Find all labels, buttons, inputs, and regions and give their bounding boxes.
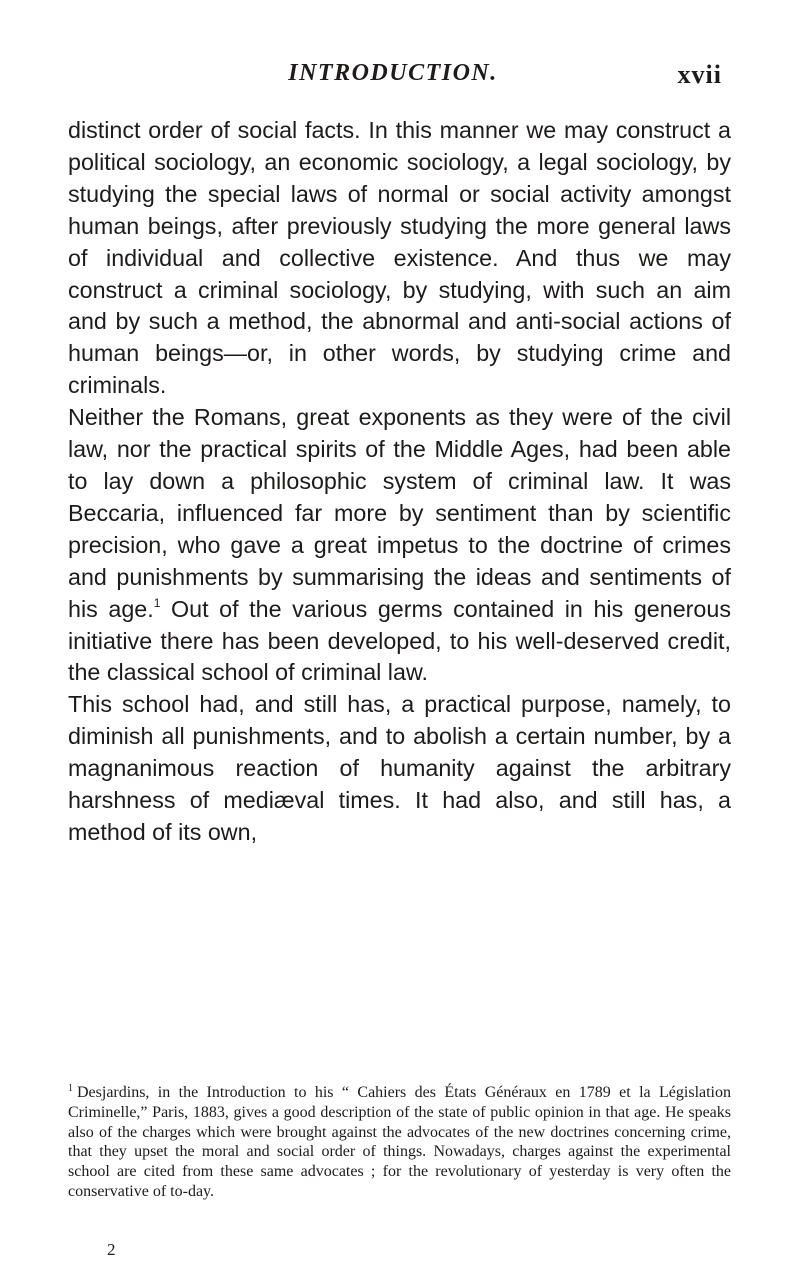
signature-mark: 2 <box>107 1240 116 1259</box>
paragraph-2-continuation: Out of the various germs contained in his generous initiative there has been developed, to his well-deserved credit, the classical school of criminal law. <box>68 595 731 686</box>
footnotes <box>68 1083 731 1202</box>
paragraph-2 <box>68 402 731 689</box>
running-title: INTRODUCTION. <box>288 60 498 86</box>
footnote-1 <box>68 1083 731 1202</box>
paragraph-3: This school had, and still has, a practical purpose, namely, to diminish all punishments, and to abolish a certain number, by a magnanimous reaction of humanity against the arbitrary harshness of mediæval times. It had also, and still has, a method of its own, <box>68 691 731 845</box>
paragraph-1: distinct order of social facts. In this manner we may construct a political sociology, an economic sociology, a legal sociology, by studying the special laws of normal or social activity amongst human beings, after previously studying the more general laws of individual and collective existence. And thus we may construct a criminal sociology, by studying, with such an aim and by such a method, the abnormal and anti-social actions of human beings—or, in other words, by studying crime and criminals. <box>68 117 731 399</box>
paragraph-2-text: Neither the Romans, great exponents as they were of the civil law, nor the practical spirits of the Middle Ages, had been able to lay down a philosophic system of criminal law. It was Beccaria, influenced far more by sentiment than by scientific precision, who gave a great impetus to the doctrine of crimes and punishments by summarising the ideas and sentiments of his age. <box>68 404 731 622</box>
page-number: xvii <box>677 60 722 89</box>
footnote-text: Desjardins, in the Introduction to his “ Cahiers des États Généraux en 1789 et la Législation Criminelle,” Paris, 1883, gives a good description of the state of public opinion in that age. He speaks also of the charges which were brought against the advocates of the new doctrines concerning crime, that they upset the moral and social order of things. Nowadays, charges against the experimental school are cited from these same advocates ; for the revolutionary of yesterday is very often the conservative of to-day. <box>68 1084 731 1200</box>
body-text <box>68 115 731 849</box>
footnote-reference: 1 <box>153 595 161 610</box>
footnote-marker: 1 <box>68 1083 73 1094</box>
running-head <box>68 60 722 100</box>
